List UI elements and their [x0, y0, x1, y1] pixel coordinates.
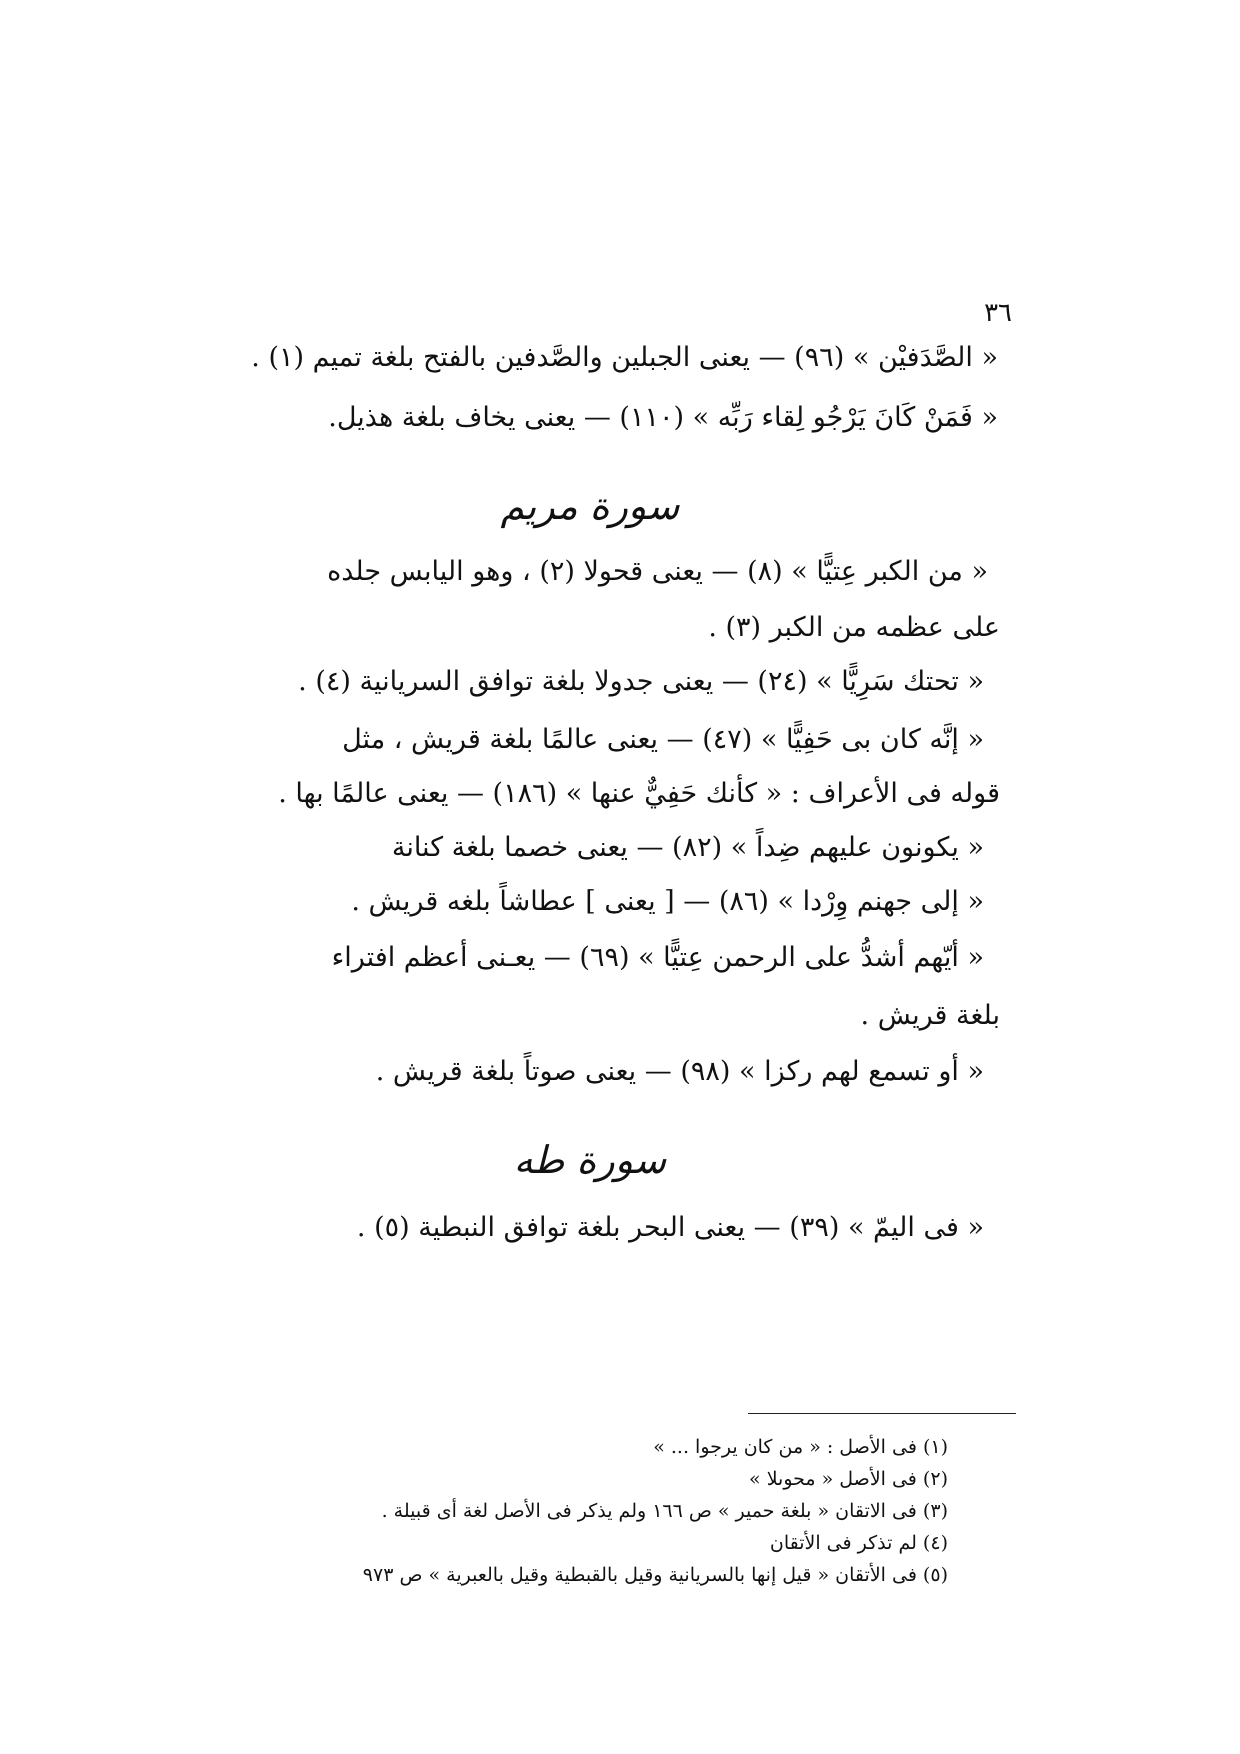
footnote-divider: [748, 1413, 1016, 1414]
text-line: « فَمَنْ كَانَ يَرْجُو لِقاء رَبِّه » (١١٠) — يعنى يخاف بلغة هذيل.: [328, 402, 998, 433]
text-line: « إنَّه كان بى حَفِيًّا » (٤٧) — يعنى عالمًا بلغة قريش ، مثل: [342, 724, 984, 755]
text-line: « يكونون عليهم ضِداً » (٨٢) — يعنى خصما بلغة كنانة: [391, 832, 984, 863]
surah-heading-maryam: سورة مريم: [500, 484, 680, 528]
text-line: « الصَّدَفيْن » (٩٦) — يعنى الجبلين والصَّدفين بالفتح بلغة تميم (١) .: [251, 342, 998, 373]
footnote: (٤) لم تذكر فى الأتقان: [769, 1532, 948, 1554]
footnote: (٥) فى الأتقان « قيل إنها بالسريانية وقيل بالقبطية وقيل بالعبرية » ص ٩٧٣: [362, 1564, 948, 1586]
text-line: « إلى جهنم وِرْدا » (٨٦) — [ يعنى ] عطاشاً بلغه قريش .: [351, 886, 984, 917]
text-line: بلغة قريش .: [860, 1000, 1000, 1031]
text-line: « أو تسمع لهم ركزا » (٩٨) — يعنى صوتاً بلغة قريش .: [375, 1056, 984, 1087]
surah-heading-taha: سورة طه: [513, 1138, 667, 1182]
text-line: على عظمه من الكبر (٣) .: [708, 612, 1000, 643]
text-line: « أيّهم أشدُّ على الرحمن عِتيًّا » (٦٩) — يعـنى أعظم افتراء: [331, 942, 984, 973]
footnote: (١) فى الأصل : « من كان يرجوا ... »: [653, 1436, 948, 1458]
page-number: ٣٦: [984, 298, 1012, 328]
text-line: « تحتك سَرِيًّا » (٢٤) — يعنى جدولا بلغة توافق السريانية (٤) .: [298, 666, 984, 697]
footnote: (٣) فى الاتقان « بلغة حمير » ص ١٦٦ ولم يذكر فى الأصل لغة أى قبيلة .: [381, 1500, 948, 1522]
text-line: « فى اليمّ » (٣٩) — يعنى البحر بلغة توافق النبطية (٥) .: [356, 1212, 984, 1243]
text-line: « من الكبر عِتيًّا » (٨) — يعنى قحولا (٢) ، وهو اليابس جلده: [327, 556, 988, 587]
text-line: قوله فى الأعراف : « كأنك حَفِيٌّ عنها » (١٨٦) — يعنى عالمًا بها .: [278, 778, 1000, 809]
footnote: (٢) فى الأصل « محوىلا »: [749, 1468, 948, 1490]
